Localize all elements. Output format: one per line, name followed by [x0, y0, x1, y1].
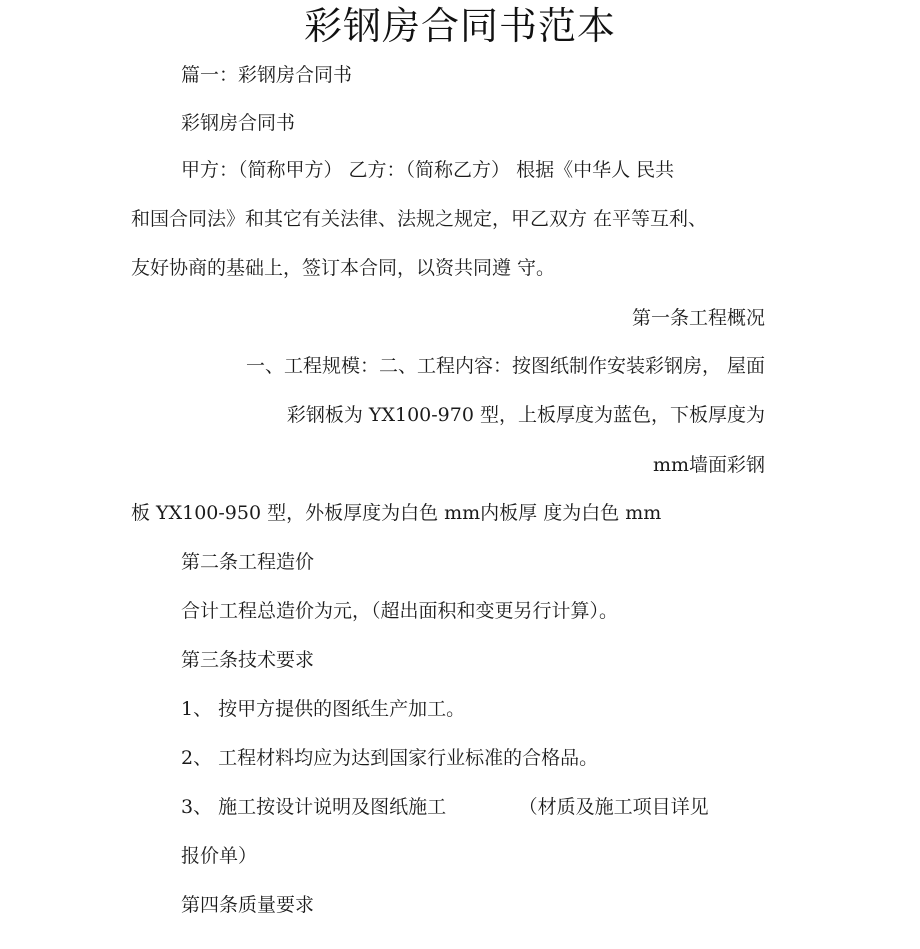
paragraph-line: mm墙面彩钢 — [652, 454, 765, 476]
list-item: 1、 按甲方提供的图纸生产加工。 — [181, 698, 466, 720]
list-item: 3、 施工按设计说明及图纸施工 （材质及施工项目详见 — [181, 796, 709, 818]
article-heading: 第四条质量要求 — [181, 894, 315, 916]
paragraph-line: 一、工程规模：二、工程内容：按图纸制作安装彩钢房， 屋面 — [245, 355, 765, 377]
paragraph-line: 报价单） — [181, 845, 258, 867]
paragraph-line: 甲方：（简称甲方） 乙方：（简称乙方） 根据《中华人 民共 — [181, 159, 675, 181]
paragraph-line: 和国合同法》和其它有关法律、法规之规定，甲乙双方 在平等互利、 — [131, 208, 708, 230]
contract-subtitle: 彩钢房合同书 — [181, 112, 296, 134]
list-item: 2、 工程材料均应为达到国家行业标准的合格品。 — [181, 747, 599, 769]
paragraph-line: 板 YX100-950 型，外板厚度为白色 mm内板厚 度为白色 mm — [131, 502, 662, 524]
article-heading: 第三条技术要求 — [181, 649, 315, 671]
paragraph-line: 合计工程总造价为元，（超出面积和变更另行计算）。 — [181, 600, 619, 622]
paragraph-line: 友好协商的基础上，签订本合同，以资共同遵 守。 — [131, 257, 556, 279]
document-title: 彩钢房合同书范本 — [303, 4, 616, 48]
article-heading: 第一条工程概况 — [631, 307, 765, 329]
article-heading: 第二条工程造价 — [181, 551, 315, 573]
paragraph-line: 彩钢板为 YX100-970 型，上板厚度为蓝色，下板厚度为 — [286, 404, 765, 426]
section-heading: 篇一：彩钢房合同书 — [181, 64, 353, 86]
